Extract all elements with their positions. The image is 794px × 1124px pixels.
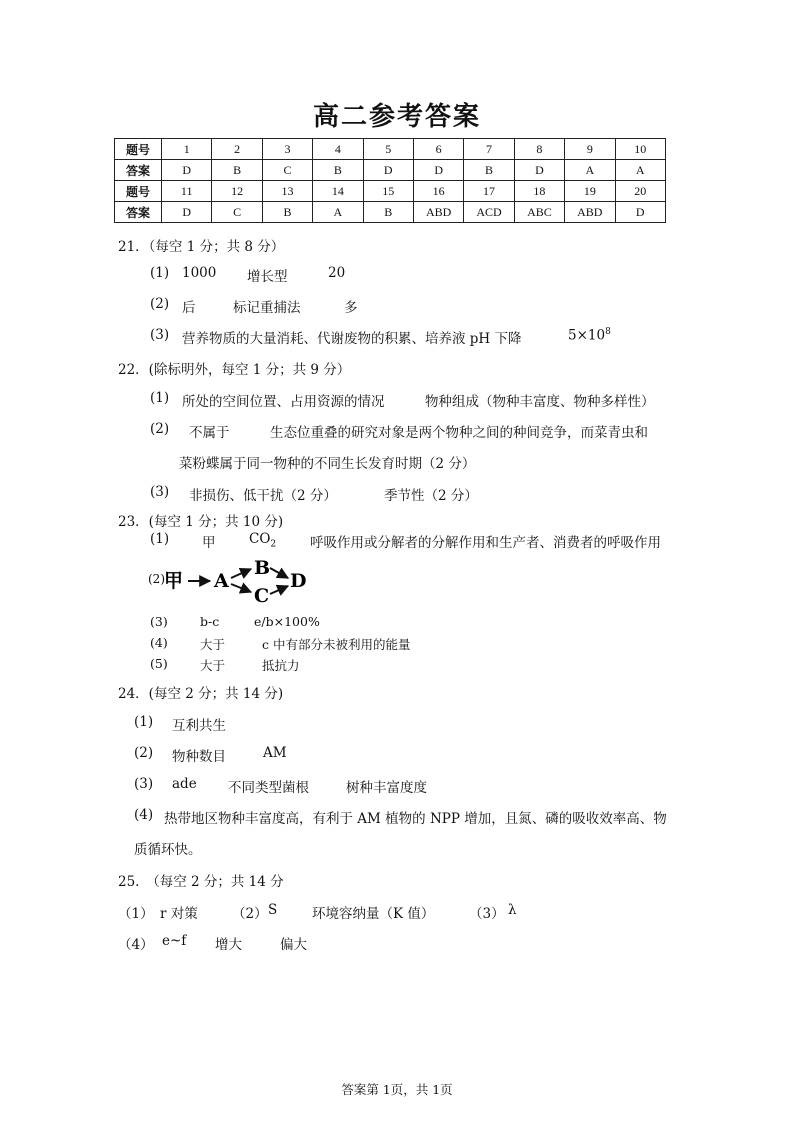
answer-table-cell: 7	[464, 139, 514, 160]
answer-table-cell: 10	[615, 139, 665, 160]
diagram-node-a: A	[214, 570, 229, 592]
q22-l1-b: 物种组成（物种丰富度、物种多样性）	[425, 394, 655, 410]
q23-l1-c: 呼吸作用或分解者的分解作用和生产者、消费者的呼吸作用	[310, 535, 661, 551]
q23-header: 23．(每空 1 分；共 10 分)	[118, 514, 284, 530]
answer-table-cell: 13	[262, 181, 312, 202]
answer-table-cell: 5	[363, 139, 413, 160]
q23-l4-num: (4)	[150, 635, 168, 650]
answer-table-cell: B	[363, 202, 413, 223]
answer-table-cell: ABC	[514, 202, 564, 223]
diagram-node-b: B	[254, 557, 271, 579]
q22-header: 22．(除标明外，每空 1 分；共 9 分）	[118, 362, 351, 378]
answer-table-cell: A	[565, 160, 615, 181]
diagram-node-jia: 甲	[164, 570, 184, 592]
page-title: 高二参考答案	[312, 102, 481, 132]
q24-l1-num: (1)	[134, 714, 154, 730]
answer-table-cell: D	[162, 202, 212, 223]
answer-table-cell: 20	[615, 181, 665, 202]
q21-header: 21．（每空 1 分；共 8 分）	[118, 239, 285, 255]
q25-l1-d: λ	[508, 902, 517, 918]
q23-l3-a: b-c	[200, 614, 220, 629]
answer-table-cell: B	[313, 160, 363, 181]
q23-l1-num: (1)	[150, 531, 170, 547]
answer-table-cell: 14	[313, 181, 363, 202]
answer-table-cell: D	[615, 202, 665, 223]
answer-table-cell: 3	[262, 139, 312, 160]
q25-l1-n3: （3）	[469, 906, 505, 922]
q25-l2-b: 增大	[215, 937, 242, 953]
q25-header: 25. （每空 2 分；共 14 分	[118, 874, 284, 890]
answer-table-cell: D	[162, 160, 212, 181]
q23-l2-num: (2)	[148, 572, 165, 586]
answer-table-cell: B	[464, 160, 514, 181]
answer-table-row-label: 题号	[115, 139, 162, 160]
q21-l2-a: 后	[182, 300, 196, 316]
q24-l3-a: ade	[172, 776, 197, 792]
q24-l4-num: (4)	[134, 807, 154, 823]
q24-l4-a: 热带地区物种丰富度高，有利于 AM 植物的 NPP 增加，且氮、磷的吸收效率高、物	[164, 811, 667, 827]
q23-l4-a: 大于	[200, 637, 226, 652]
q21-l2-c: 多	[344, 300, 358, 316]
q23-l3-num: (3)	[150, 614, 168, 629]
diagram-node-d: D	[290, 570, 307, 592]
q25-l2-a: e~f	[162, 933, 187, 949]
answer-table-row-label: 题号	[115, 181, 162, 202]
q24-l2-b: AM	[263, 745, 287, 761]
q23-l3-b: e/b×100%	[254, 614, 320, 629]
q22-l3-num: (3)	[150, 484, 170, 500]
q23-l4-b: c 中有部分未被利用的能量	[262, 637, 411, 652]
energy-flow-diagram	[162, 556, 312, 606]
answer-table-cell: D	[514, 160, 564, 181]
answer-table-cell: 4	[313, 139, 363, 160]
answer-table-row	[115, 160, 666, 181]
q22-l2-num: (2)	[150, 421, 170, 437]
answer-table-cell: C	[212, 202, 262, 223]
q25-l2-c: 偏大	[280, 937, 307, 953]
answer-table-cell: 18	[514, 181, 564, 202]
q25-l1-n1: （1）	[118, 906, 154, 922]
q22-l2-b: 生态位重叠的研究对象是两个物种之间的种间竞争，而菜青虫和	[270, 425, 648, 441]
q24-l1-a: 互利共生	[172, 718, 226, 734]
q24-l2-a: 物种数目	[172, 749, 226, 765]
arrow-b-d	[270, 568, 288, 578]
answer-table-row-label: 答案	[115, 202, 162, 223]
q21-l1-a: 1000	[182, 265, 217, 281]
q21-l1-b: 增长型	[247, 269, 288, 285]
answer-table-cell: ABD	[565, 202, 615, 223]
answer-table-row	[115, 181, 666, 202]
answer-table-row	[115, 202, 666, 223]
q24-l2-num: (2)	[134, 745, 154, 761]
q21-l3-b: $5\times 10^8$	[568, 327, 611, 344]
q25-l1-c: 环境容纳量（K 值）	[312, 906, 435, 922]
q23-l1-a: 甲	[202, 535, 216, 551]
page-footer: 答案第 1页，共 1页	[341, 1082, 453, 1097]
q25-l1-n2: （2）	[232, 906, 268, 922]
q24-header: 24．(每空 2 分；共 14 分)	[118, 686, 284, 702]
q23-l1-b: $CO_2$	[249, 531, 277, 550]
answer-table-cell: B	[262, 202, 312, 223]
arrow-c-d	[270, 586, 288, 594]
q23-l5-a: 大于	[200, 658, 226, 673]
q21-l1-num: (1)	[150, 265, 170, 281]
q22-l1-a: 所处的空间位置、占用资源的情况	[182, 394, 385, 410]
arrow-a-c	[231, 584, 251, 592]
answer-table-cell: D	[413, 160, 463, 181]
arrow-a-b	[231, 569, 251, 578]
answer-table-cell: A	[615, 160, 665, 181]
answer-table-cell: 11	[162, 181, 212, 202]
q23-l5-b: 抵抗力	[262, 658, 300, 673]
q24-l3-num: (3)	[134, 776, 154, 792]
answer-table-cell: 9	[565, 139, 615, 160]
answer-table-cell: ACD	[464, 202, 514, 223]
q24-l4-cont: 质循环快。	[134, 842, 202, 858]
answer-table-cell: 2	[212, 139, 262, 160]
answer-table	[114, 138, 666, 223]
answer-table-row-label: 答案	[115, 160, 162, 181]
answer-table-cell: D	[363, 160, 413, 181]
q22-l2-cont: 菜粉蝶属于同一物种的不同生长发育时期（2 分）	[179, 456, 476, 472]
answer-table-cell: 16	[413, 181, 463, 202]
q21-l3-exponent: 8	[605, 327, 611, 337]
q24-l3-b: 不同类型菌根	[228, 780, 309, 796]
answer-table-cell: 12	[212, 181, 262, 202]
q23-l5-num: (5)	[150, 656, 168, 671]
q21-l2-b: 标记重捕法	[233, 300, 301, 316]
answer-table-cell: 17	[464, 181, 514, 202]
q21-l3-num: (3)	[150, 327, 170, 343]
q25-l2-n4: （4）	[118, 937, 154, 953]
answer-table-cell: 8	[514, 139, 564, 160]
answer-table-cell: 15	[363, 181, 413, 202]
q23-l1-subscript: 2	[270, 539, 277, 550]
q24-l3-c: 树种丰富度度	[346, 780, 427, 796]
answer-table-row	[115, 139, 666, 160]
answer-table-cell: A	[313, 202, 363, 223]
answer-table-cell: 6	[413, 139, 463, 160]
q22-l2-a: 不属于	[189, 425, 230, 441]
q21-l2-num: (2)	[150, 296, 170, 312]
answer-table-cell: ABD	[413, 202, 463, 223]
q22-l1-num: (1)	[150, 390, 170, 406]
diagram-node-c: C	[254, 585, 270, 606]
q21-l3-a: 营养物质的大量消耗、代谢废物的积累、培养液 pH 下降	[182, 331, 522, 347]
q22-l3-b: 季节性（2 分）	[384, 488, 478, 504]
answer-table-cell: 1	[162, 139, 212, 160]
answer-table-cell: 19	[565, 181, 615, 202]
q21-l1-c: 20	[328, 265, 346, 281]
q25-l1-a: r 对策	[160, 906, 198, 922]
answer-table-cell: B	[212, 160, 262, 181]
answer-table-cell: C	[262, 160, 312, 181]
q22-l3-a: 非损伤、低干扰（2 分）	[189, 488, 337, 504]
q25-l1-b: S	[268, 902, 278, 918]
